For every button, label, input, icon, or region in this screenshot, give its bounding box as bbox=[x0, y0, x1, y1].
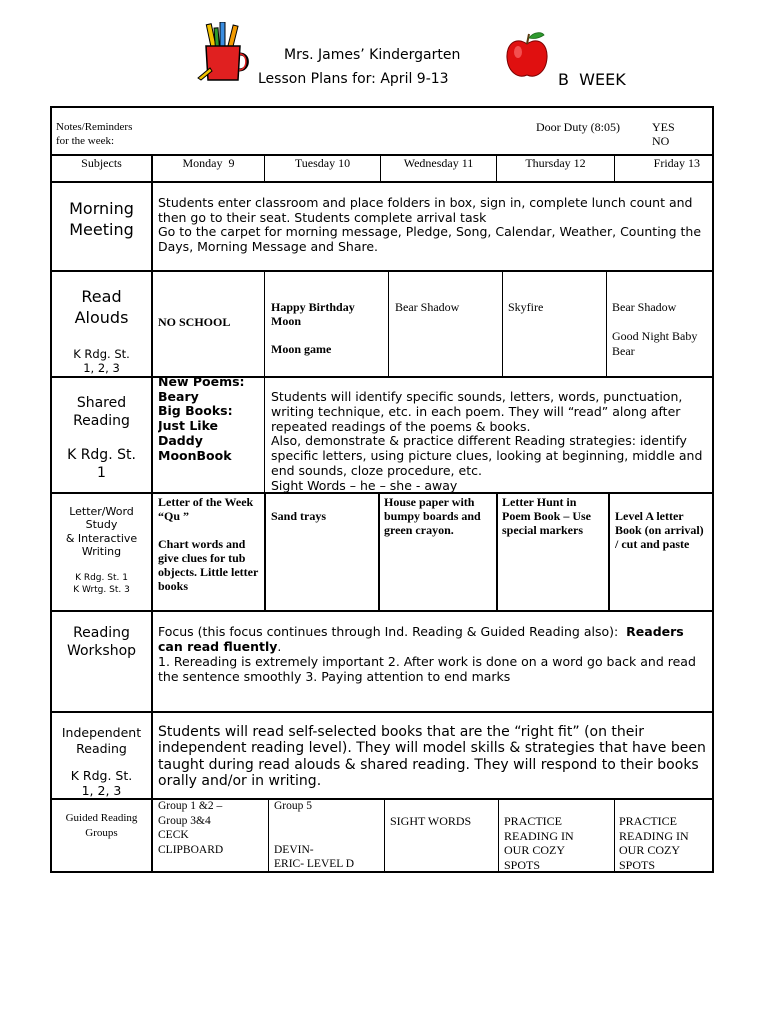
door-duty-options: YES NO bbox=[652, 120, 675, 148]
subject-shared-reading: Shared Reading bbox=[73, 395, 130, 429]
column-header-friday: Friday 13 bbox=[653, 156, 700, 170]
reading-workshop-points: 1. Rereading is extremely important 2. After work is done on a word go back and read the sentence smoothly 3. Paying attention to end marks bbox=[158, 654, 696, 684]
guided-reading-friday: PRACTICE READING IN OUR COZY SPOTS bbox=[619, 814, 689, 872]
letter-word-friday: Level A letter Book (on arrival) / cut and paste bbox=[615, 509, 704, 551]
read-alouds-friday: Bear Shadow Good Night Baby Bear bbox=[612, 300, 698, 358]
column-header-subjects: Subjects bbox=[81, 156, 122, 170]
read-alouds-standard: K Rdg. St. 1, 2, 3 bbox=[73, 347, 130, 375]
read-alouds-thursday: Skyfire bbox=[508, 300, 544, 314]
pencil-cup-icon bbox=[196, 22, 254, 84]
apple-icon bbox=[504, 30, 550, 80]
header-title: Mrs. James’ Kindergarten bbox=[284, 47, 461, 63]
column-header-tuesday: Tuesday 10 bbox=[294, 156, 351, 170]
subject-read-alouds: Read Alouds bbox=[74, 287, 129, 327]
week-label: B WEEK bbox=[558, 70, 626, 89]
independent-reading-text: Students will read self-selected books that are the “right fit” (on their independent reading level). They will model skills & strategies that have been taught during read alouds & shared reading. They will respond to their books orally and/or in writing. bbox=[158, 724, 706, 789]
column-header-thursday: Thursday 12 bbox=[525, 156, 586, 170]
letter-word-standard: K Rdg. St. 1 K Wrtg. St. 3 bbox=[73, 573, 130, 595]
guided-reading-monday: Group 1 &2 – Group 3&4 CECK CLIPBOARD bbox=[158, 800, 224, 856]
guided-reading-wednesday: SIGHT WORDS bbox=[390, 814, 472, 828]
reading-workshop-focus-suffix: . bbox=[277, 639, 282, 654]
independent-reading-standard: K Rdg. St. 1, 2, 3 bbox=[70, 768, 133, 798]
subject-reading-workshop: Reading Workshop bbox=[66, 625, 137, 659]
reading-workshop-focus bbox=[158, 624, 706, 654]
guided-reading-thursday: PRACTICE READING IN OUR COZY SPOTS bbox=[504, 814, 574, 872]
subject-guided-reading: Guided Reading Groups bbox=[65, 812, 138, 839]
door-duty-label: Door Duty (8:05) bbox=[536, 120, 620, 134]
subject-independent-reading: Independent Reading bbox=[61, 725, 142, 756]
letter-word-monday: Letter of the Week “Qu ” Chart words and give clues for tub objects. Little letter books bbox=[158, 495, 259, 593]
read-alouds-tuesday: Happy Birthday Moon Moon game bbox=[271, 300, 355, 356]
read-alouds-wednesday: Bear Shadow bbox=[395, 300, 460, 314]
subject-morning-meeting: Morning Meeting bbox=[69, 199, 134, 239]
letter-word-tuesday: Sand trays bbox=[271, 509, 327, 523]
morning-meeting-text: Students enter classroom and place folders in box, sign in, complete lunch count and then go to their seat. Students complete arrival task Go to the carpet for morning message, Pledge, Song, Calendar, Weather, Counting the Days, Morning Message and Share. bbox=[158, 196, 702, 254]
reading-workshop-focus-prefix: Focus (this focus continues through Ind. Reading & Guided Reading also): bbox=[158, 624, 627, 639]
shared-reading-text: Students will identify specific sounds, letters, words, punctuation, writing technique, etc. in each poem. They will “read” along after repeated readings of the poems & books. Also, demonstrate & practice different Reading strategies: identify specific letters, using picture clues, looking at beginning, middle and end sounds, cloze procedure, etc. Sight Words – he – she - away bbox=[271, 390, 703, 493]
notes-label: Notes/Reminders for the week: bbox=[56, 121, 133, 147]
shared-reading-standard: K Rdg. St. 1 bbox=[67, 447, 136, 481]
header-subtitle: Lesson Plans for: April 9-13 bbox=[258, 71, 449, 87]
column-header-wednesday: Wednesday 11 bbox=[403, 156, 474, 170]
column-header-monday: Monday 9 bbox=[182, 156, 235, 170]
reading-workshop-focus-bold: Readers can read fluently bbox=[158, 624, 684, 654]
letter-word-wednesday: House paper with bumpy boards and green crayon. bbox=[384, 495, 481, 537]
shared-reading-materials: New Poems: Beary Big Books: Just Like Daddy MoonBook bbox=[158, 375, 245, 463]
letter-word-thursday: Letter Hunt in Poem Book – Use special markers bbox=[502, 495, 591, 537]
guided-reading-tuesday: Group 5 DEVIN- ERIC- LEVEL D bbox=[274, 800, 355, 870]
read-alouds-monday: NO SCHOOL bbox=[158, 315, 231, 329]
subject-letter-word-study: Letter/Word Study & Interactive Writing bbox=[65, 505, 138, 558]
